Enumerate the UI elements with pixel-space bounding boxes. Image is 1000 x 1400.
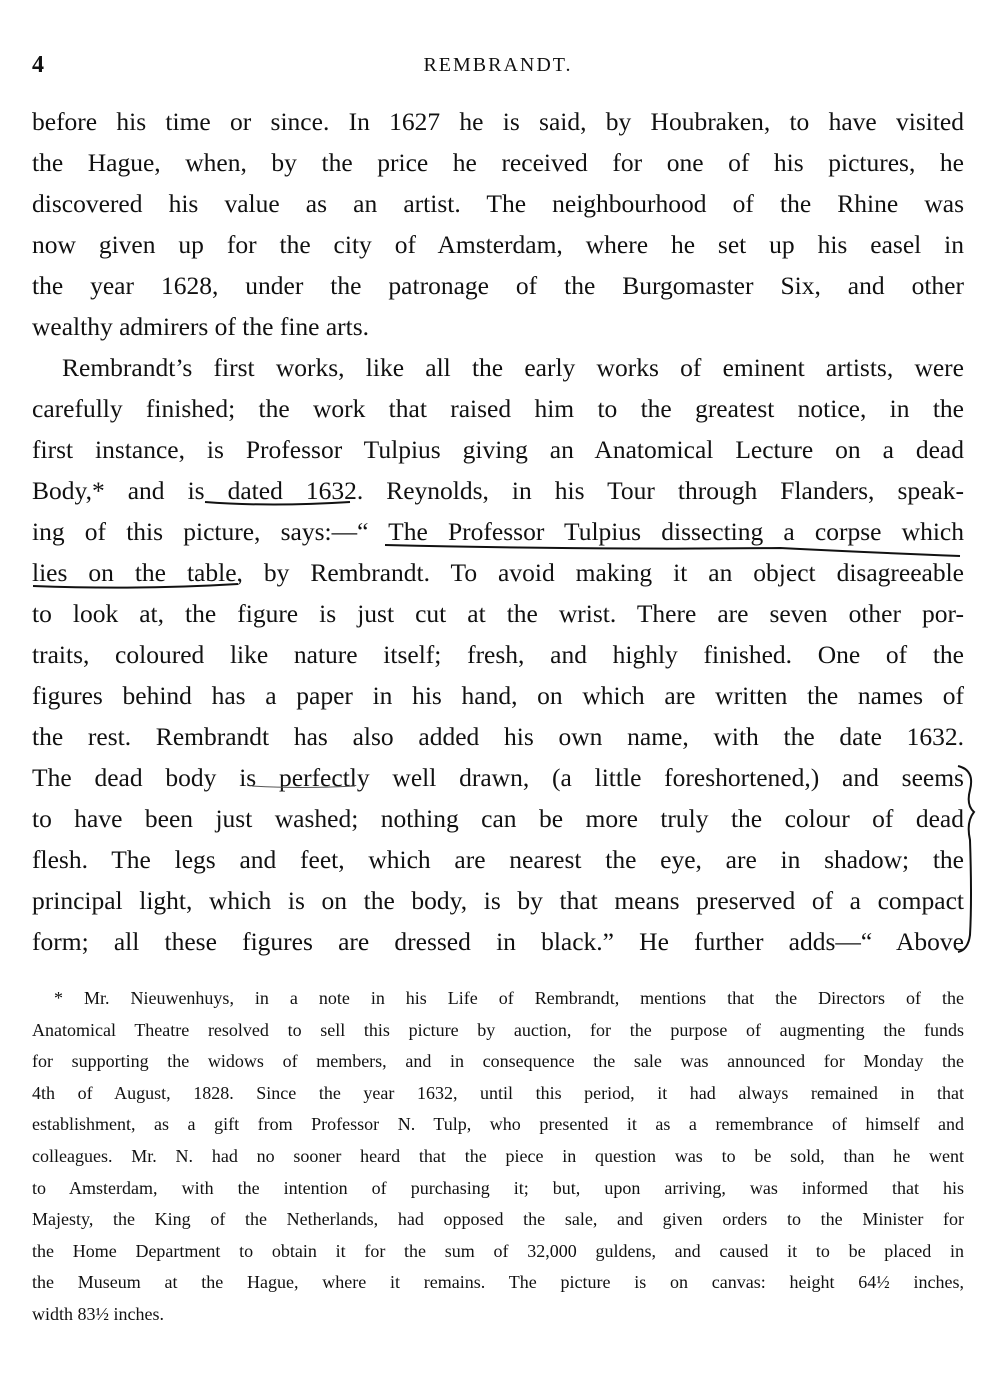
footnote-line: colleagues. Mr. N. had no sooner heard that the piece in question was to be sold, than he went	[32, 1145, 964, 1166]
text-line: to look at, the figure is just cut at the wrist. There are seven other por-	[32, 599, 964, 628]
footnote-line: 4th of August, 1828. Since the year 1632, until this period, it had always remained in that	[32, 1082, 964, 1103]
footnote-line: establishment, as a gift from Professor N. Tulp, who presented it as a remembrance of himself and	[32, 1114, 964, 1135]
text-line: before his time or since. In 1627 he is said, by Houbraken, to have visited	[32, 107, 964, 136]
footnote-line: to Amsterdam, with the intention of purchasing it; but, upon arriving, was informed that his	[32, 1177, 964, 1198]
footnote-line: Majesty, the King of the Netherlands, had opposed the sale, and given orders to the Minister for	[32, 1209, 964, 1230]
footnote	[32, 983, 964, 1331]
text-line: lies on the table, by Rembrandt. To avoid making it an object disagreeable	[32, 558, 964, 587]
text-line: first instance, is Professor Tulpius giving an Anatomical Lecture on a dead	[32, 435, 964, 464]
running-title: REMBRANDT.	[423, 54, 573, 76]
text-line: the year 1628, under the patronage of the Burgomaster Six, and other	[32, 271, 964, 300]
footnote-line: Anatomical Theatre resolved to sell this picture by auction, for the purpose of augmenting the funds	[32, 1019, 964, 1040]
page-header	[32, 52, 964, 82]
text-line: discovered his value as an artist. The neighbourhood of the Rhine was	[32, 189, 964, 218]
text-line: traits, coloured like nature itself; fresh, and highly finished. One of the	[32, 640, 964, 669]
text-line: the rest. Rembrandt has also added his own name, with the date 1632.	[32, 722, 964, 751]
text-line: the Hague, when, by the price he received for one of his pictures, he	[32, 148, 964, 177]
page-number: 4	[32, 52, 44, 78]
text-line: The dead body is perfectly well drawn, (a little foreshortened,) and seems	[32, 763, 964, 792]
text-line: now given up for the city of Amsterdam, where he set up his easel in	[32, 230, 964, 259]
footnote-line: * Mr. Nieuwenhuys, in a note in his Life of Rembrandt, mentions that the Directors of the	[54, 988, 964, 1008]
footnote-line: for supporting the widows of members, and in consequence the sale was announced for Monday the	[32, 1051, 964, 1072]
text-line: ing of this picture, says:—“ The Professor Tulpius dissecting a corpse which	[32, 517, 964, 546]
text-line: figures behind has a paper in his hand, on which are written the names of	[32, 681, 964, 710]
body-text	[32, 101, 964, 962]
text-line: carefully finished; the work that raised him to the greatest notice, in the	[32, 394, 964, 423]
text-line: flesh. The legs and feet, which are nearest the eye, are in shadow; the	[32, 845, 964, 874]
footnote-line: the Home Department to obtain it for the sum of 32,000 guldens, and caused it to be placed in	[32, 1240, 964, 1261]
footnote-line: width 83½ inches.	[32, 1303, 164, 1324]
text-line: to have been just washed; nothing can be more truly the colour of dead	[32, 804, 964, 833]
text-line: Rembrandt’s first works, like all the early works of eminent artists, were	[62, 353, 964, 382]
footnote-line: the Museum at the Hague, where it remains. The picture is on canvas: height 64½ inches,	[32, 1272, 964, 1293]
text-line: form; all these figures are dressed in black.” He further adds—“ Above	[32, 927, 964, 956]
text-line: principal light, which is on the body, is by that means preserved of a compact	[32, 886, 964, 915]
text-line: wealthy admirers of the fine arts.	[32, 312, 370, 341]
text-line: Body,* and is dated 1632. Reynolds, in his Tour through Flanders, speak-	[32, 476, 964, 505]
